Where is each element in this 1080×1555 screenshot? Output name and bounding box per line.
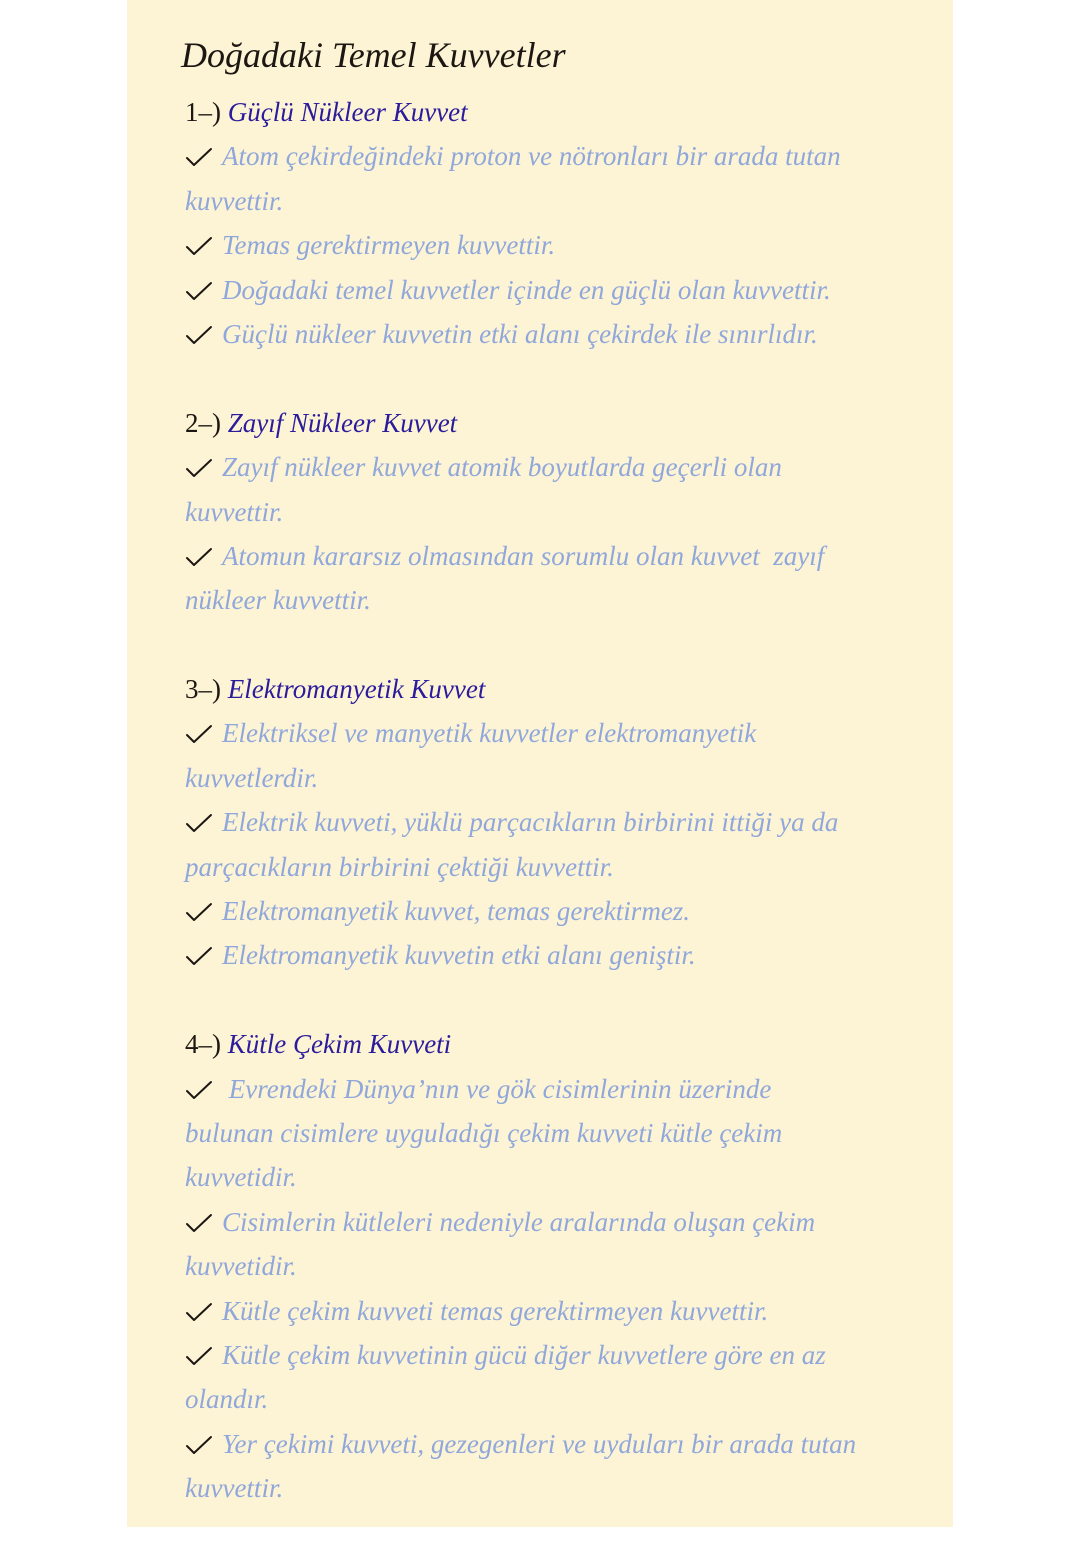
checkmark-icon bbox=[185, 547, 213, 567]
list-item bbox=[185, 134, 925, 223]
section-number: 3–) bbox=[185, 674, 221, 705]
list-item bbox=[185, 1289, 925, 1333]
list-item-text: Atom çekirdeğindeki proton ve nötronları bir arada tutan bbox=[222, 141, 841, 172]
checkmark-icon bbox=[185, 325, 213, 345]
section-number: 2–) bbox=[185, 407, 221, 438]
section-title: Güçlü Nükleer Kuvvet bbox=[227, 97, 468, 127]
section-heading bbox=[185, 1022, 925, 1066]
list-item-text: kuvvettir. bbox=[185, 496, 284, 527]
checkmark-icon bbox=[185, 1346, 213, 1366]
section-heading bbox=[185, 401, 925, 445]
list-item-text: Cisimlerin kütleleri nedeniyle aralarında oluşan çekim bbox=[222, 1206, 816, 1237]
list-item-line bbox=[185, 889, 925, 933]
list-item bbox=[185, 1067, 925, 1200]
section-number: 1–) bbox=[185, 97, 221, 127]
list-item-line bbox=[185, 1200, 925, 1244]
checkmark-icon bbox=[185, 724, 213, 744]
document-content bbox=[181, 28, 925, 1555]
section-title: Zayıf Nükleer Kuvvet bbox=[227, 407, 458, 438]
checkmark-icon bbox=[185, 902, 213, 922]
page-title: Doğadaki Temel Kuvvetler bbox=[181, 35, 566, 75]
section-heading bbox=[185, 667, 925, 711]
section-title: Elektromanyetik Kuvvet bbox=[227, 674, 486, 705]
checkmark-icon bbox=[185, 1080, 213, 1100]
list-item-line bbox=[185, 1155, 925, 1199]
list-item-text: Temas gerektirmeyen kuvvettir. bbox=[222, 230, 556, 261]
list-item-line bbox=[185, 711, 925, 755]
list-item-line bbox=[185, 490, 925, 534]
list-item-text: Atomun kararsız olmasından sorumlu olan kuvvet zayıf bbox=[222, 540, 825, 571]
section-3 bbox=[185, 667, 925, 978]
list-item-line bbox=[185, 845, 925, 889]
list-item bbox=[185, 268, 925, 312]
list-item-text: Elektromanyetik kuvvetin etki alanı geniştir. bbox=[222, 940, 696, 971]
checkmark-icon bbox=[185, 458, 213, 478]
list-item-line bbox=[185, 800, 925, 844]
list-item-line bbox=[185, 1244, 925, 1288]
list-item bbox=[185, 445, 925, 534]
list-item bbox=[185, 800, 925, 889]
section-number: 4–) bbox=[185, 1029, 221, 1060]
checkmark-icon bbox=[185, 813, 213, 833]
list-item-line bbox=[185, 1067, 925, 1111]
list-item bbox=[185, 1333, 925, 1422]
list-item-text: Elektromanyetik kuvvet, temas gerektirmez. bbox=[222, 896, 691, 927]
list-item-text: Doğadaki temel kuvvetler içinde en güçlü olan kuvvettir. bbox=[222, 274, 831, 305]
list-item-text: Elektrik kuvveti, yüklü parçacıkların birbirini ittiği ya da bbox=[222, 807, 839, 838]
checkmark-icon bbox=[185, 1435, 213, 1455]
list-item-text: Güçlü nükleer kuvvetin etki alanı çekirdek ile sınırlıdır. bbox=[222, 318, 818, 349]
checkmark-icon bbox=[185, 281, 213, 301]
list-item bbox=[185, 534, 925, 623]
list-item-line bbox=[185, 534, 925, 578]
list-item-line bbox=[185, 268, 925, 312]
list-item bbox=[185, 933, 925, 977]
list-item-line bbox=[185, 223, 925, 267]
list-item-line bbox=[185, 933, 925, 977]
list-item-text: Evrendeki Dünya’nın ve gök cisimlerinin üzerinde bbox=[222, 1073, 772, 1104]
list-item bbox=[185, 1422, 925, 1511]
list-item-line bbox=[185, 1289, 925, 1333]
list-item-line bbox=[185, 1377, 925, 1421]
list-item bbox=[185, 223, 925, 267]
section-title: Kütle Çekim Kuvveti bbox=[227, 1029, 452, 1060]
list-item bbox=[185, 889, 925, 933]
list-item-line bbox=[185, 445, 925, 489]
list-item-line bbox=[185, 134, 925, 178]
list-item-line bbox=[185, 1111, 925, 1155]
section-heading bbox=[185, 90, 925, 134]
list-item-text: Yer çekimi kuvveti, gezegenleri ve uyduları bir arada tutan bbox=[222, 1428, 857, 1459]
list-item bbox=[185, 312, 925, 356]
list-item-text: kuvvetlerdir. bbox=[185, 762, 319, 793]
list-item-text: bulunan cisimlere uyguladığı çekim kuvveti kütle çekim bbox=[185, 1117, 783, 1148]
list-item-text: kuvvetidir. bbox=[185, 1251, 297, 1282]
sections-container bbox=[185, 90, 925, 1511]
list-item-text: olandır. bbox=[185, 1384, 269, 1415]
list-item-text: Kütle çekim kuvveti temas gerektirmeyen kuvvettir. bbox=[222, 1295, 769, 1326]
list-item bbox=[185, 711, 925, 800]
checkmark-icon bbox=[185, 1213, 213, 1233]
list-item-line bbox=[185, 179, 925, 223]
checkmark-icon bbox=[185, 1302, 213, 1322]
checkmark-icon bbox=[185, 236, 213, 256]
list-item-line bbox=[185, 312, 925, 356]
list-item-line bbox=[185, 1422, 925, 1466]
checkmark-icon bbox=[185, 147, 213, 167]
list-item-text: kuvvettir. bbox=[185, 1473, 284, 1504]
list-item-line bbox=[185, 578, 925, 622]
section-2 bbox=[185, 401, 925, 623]
list-item bbox=[185, 1200, 925, 1289]
list-item-text: Elektriksel ve manyetik kuvvetler elektromanyetik bbox=[222, 718, 757, 749]
list-item-text: Zayıf nükleer kuvvet atomik boyutlarda geçerli olan bbox=[222, 452, 782, 483]
list-item-line bbox=[185, 1466, 925, 1510]
list-item-text: nükleer kuvvettir. bbox=[185, 585, 371, 616]
section-1 bbox=[185, 90, 925, 356]
checkmark-icon bbox=[185, 946, 213, 966]
list-item-line bbox=[185, 756, 925, 800]
list-item-text: kuvvetidir. bbox=[185, 1162, 297, 1193]
list-item-text: kuvvettir. bbox=[185, 185, 284, 216]
document-page bbox=[127, 0, 953, 1527]
list-item-text: parçacıkların birbirini çektiği kuvvettir. bbox=[185, 851, 614, 882]
list-item-line bbox=[185, 1333, 925, 1377]
section-4 bbox=[185, 1022, 925, 1510]
list-item-text: Kütle çekim kuvvetinin gücü diğer kuvvetlere göre en az bbox=[222, 1339, 826, 1370]
